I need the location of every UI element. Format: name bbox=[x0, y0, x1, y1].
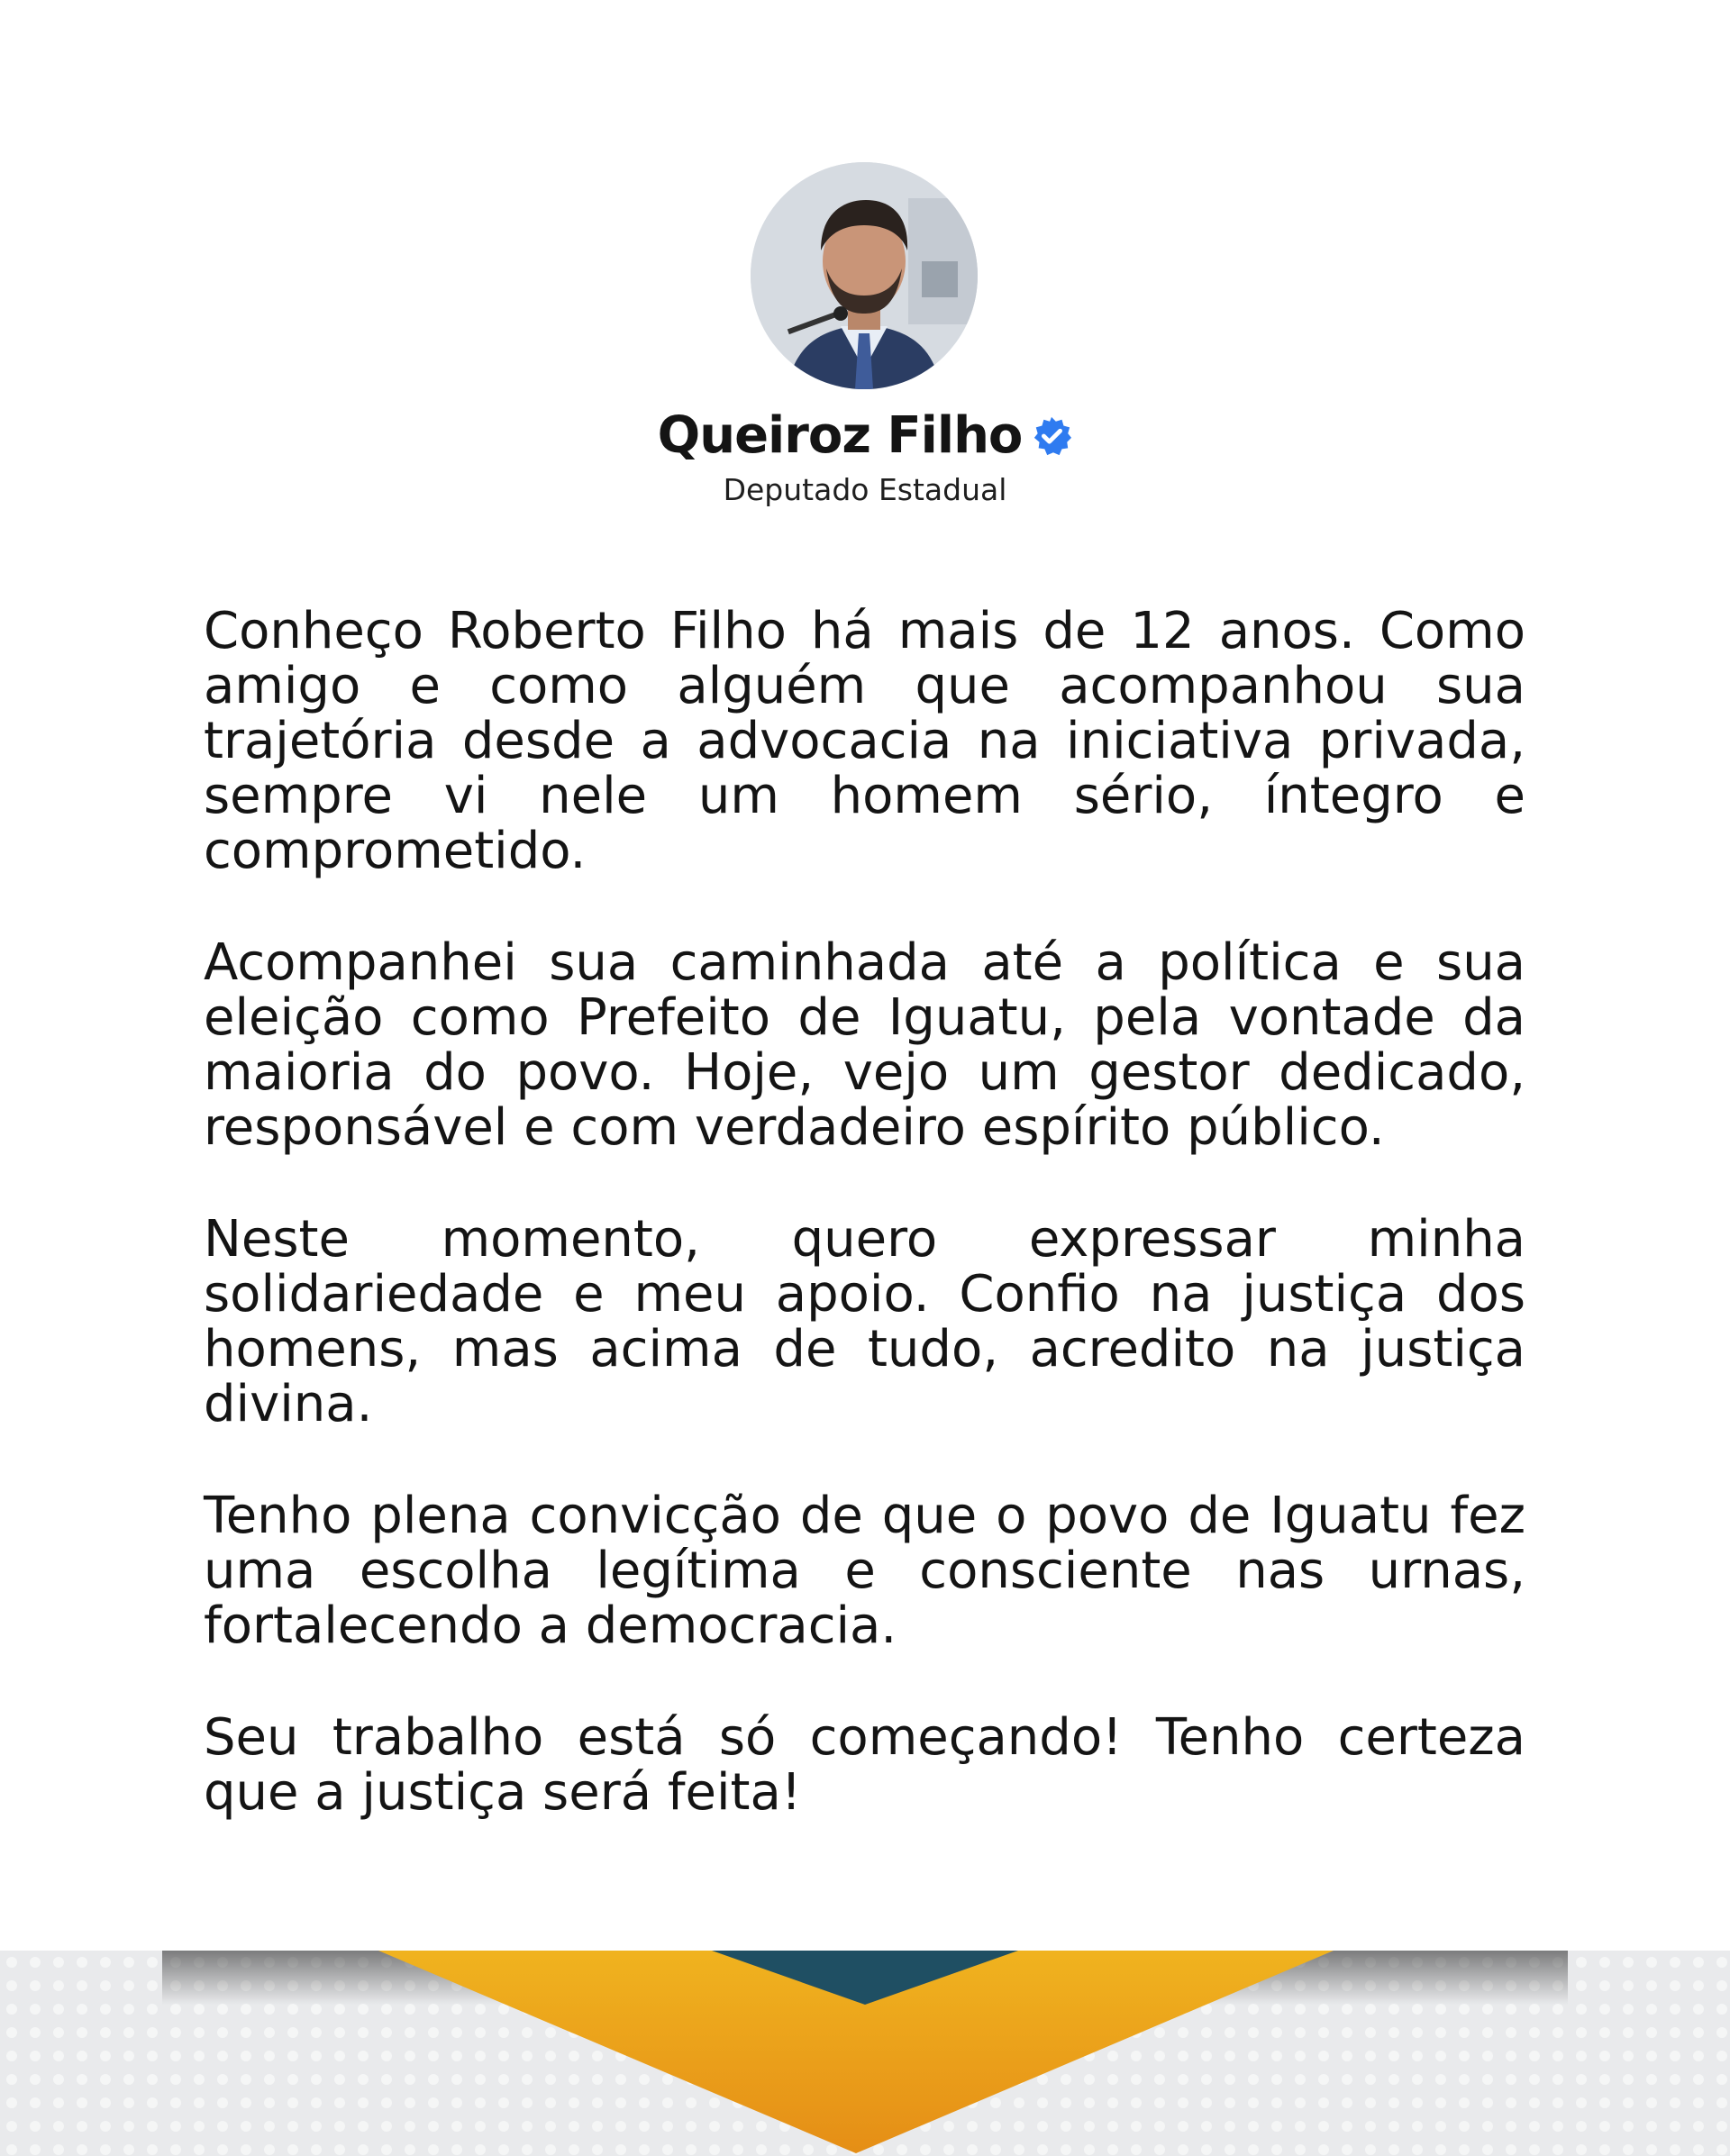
paragraph: Tenho plena convicção de que o povo de Iguatu fez uma escolha legítima e consciente nas urnas, fortalecendo a democracia. bbox=[204, 1487, 1525, 1655]
person-photo bbox=[751, 162, 978, 389]
avatar bbox=[751, 162, 978, 389]
verified-badge-icon bbox=[1031, 415, 1072, 457]
chevron-decoration bbox=[0, 1951, 1730, 2156]
profile-role: Deputado Estadual bbox=[723, 472, 1007, 507]
profile-name: Queiroz Filho bbox=[657, 406, 1023, 465]
paragraph: Acompanhei sua caminhada até a política e sua eleição como Prefeito de Iguatu, pela vontade da maioria do povo. Hoje, vejo um gestor dedicado, responsável e com verdadeiro espírito público. bbox=[204, 933, 1525, 1157]
statement-body bbox=[204, 604, 1525, 1877]
paragraph: Seu trabalho está só começando! Tenho certeza que a justiça será feita! bbox=[204, 1708, 1525, 1822]
paragraph: Conheço Roberto Filho há mais de 12 anos. Como amigo e como alguém que acompanhou sua trajetória desde a advocacia na iniciativa privada, sempre vi nele um homem sério, íntegro e comprometido. bbox=[204, 602, 1525, 880]
profile-header bbox=[0, 406, 1730, 465]
paragraph: Neste momento, quero expressar minha solidariedade e meu apoio. Confio na justiça dos homens, mas acima de tudo, acredito na justiça divina. bbox=[204, 1210, 1525, 1433]
decorative-banner bbox=[0, 1951, 1730, 2156]
